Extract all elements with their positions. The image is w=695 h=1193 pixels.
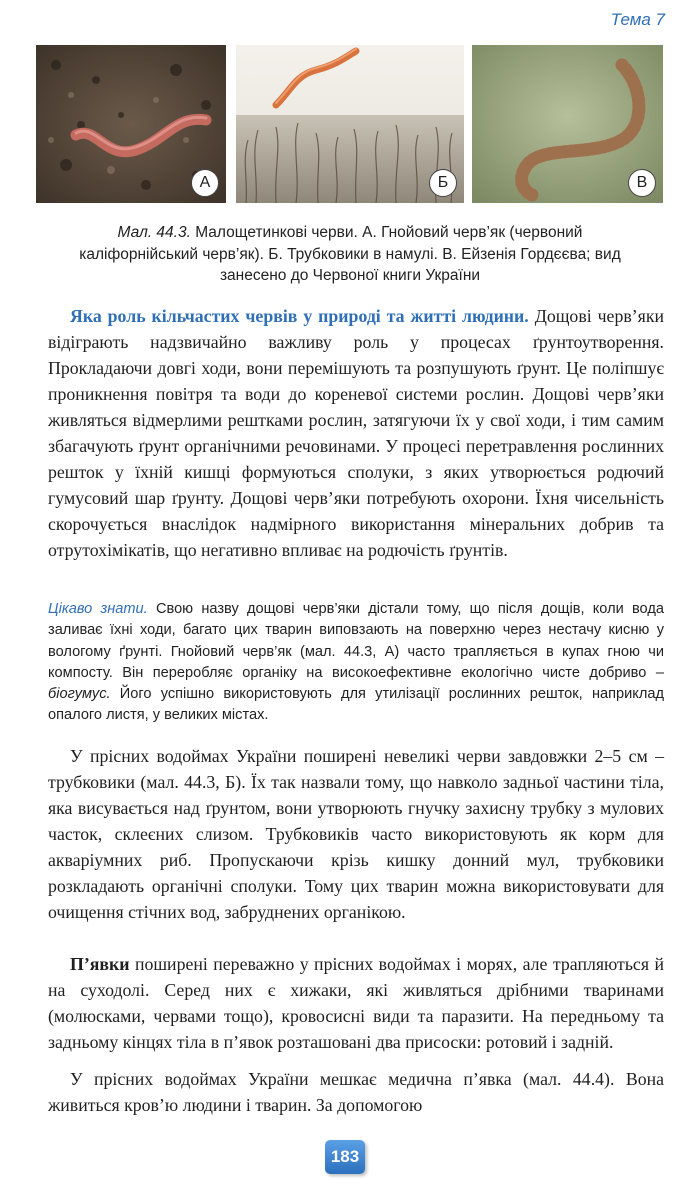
fact-term: біогумус. <box>48 686 111 703</box>
fact-text-before: Свою назву дощові черв’яки дістали тому, що після дощів, коли вода заливає їхні ходи, багато цих тварин виповзають на поверхню через нестачу кисню у вологому ґрунті. Гнойовий черв’як (мал. 44.3, А) часто трапляється в купах гною чи компосту. Він переробляє органіку на високоефективне екологічно чисте добриво – <box>48 601 664 681</box>
topic-label: Тема 7 <box>610 10 665 29</box>
photo-tubifex <box>236 45 464 203</box>
section-role-of-annelids <box>48 303 664 563</box>
photo-label-b: Б <box>429 169 457 197</box>
photo-eisenia <box>472 45 663 203</box>
photo-label-a: А <box>191 169 219 197</box>
fact-text-after: Його успішно використовують для утилізації рослинних решток, наприклад опалого листя, у великих містах. <box>48 686 664 724</box>
paragraph-tubifex <box>48 743 664 925</box>
caption-text: Малощетинкові черви. А. Гнойовий черв’як (червоний каліфорнійський черв’як). Б. Трубковики в намулі. В. Ейзенія Гордєєва; вид занесено до Червоної книги України <box>79 224 621 284</box>
paragraph-text: поширені переважно у прісних водоймах і морях, але трапляються й на суходолі. Серед них є хижаки, які живляться дрібними тваринами (молюсками, червами тощо), кровосисні види та паразити. На передньому та задньому кінцях тіла в п’явок розташовані два присоски: ротовий і задній. <box>48 954 664 1052</box>
paragraph-medicinal-leech <box>48 1066 664 1118</box>
paragraph-leeches <box>48 951 664 1055</box>
interesting-fact-box <box>48 599 664 727</box>
caption-ref: Мал. 44.3. <box>117 224 191 241</box>
paragraph-text: У прісних водоймах України поширені невеликі черви завдовжки 2–5 см – трубковики (мал. 44.3, Б). Їх так назвали тому, що навколо задньої частини тіла, яка висувається над ґрунтом, вони утворюють гнучку захисну трубку з мулових часток, склеєних слизом. Трубковиків часто використовують як корм для акваріумних риб. Пропускаючи крізь кишку донний мул, трубковики розкладають органічні сполуки. Тому цих тварин можна використовувати для очищення стічних вод, забруднених органікою. <box>48 746 664 922</box>
photo-label-c: В <box>628 169 656 197</box>
section-heading: Яка роль кільчастих червів у природі та житті людини. <box>70 306 529 326</box>
term-leeches: П’явки <box>70 954 130 974</box>
section-text: Дощові черв’яки відіграють надзвичайно важливу роль у процесах ґрунтоутворення. Прокладаючи довгі ходи, вони перемішують та розпушують ґрунт. Це поліпшує проникнення повітря та води до кореневої системи рослин. Дощові черв’яки живляться відмерлими рештками рослин, затягуючи їх у свої ходи, і тим самим збагачують ґрунт органічними речовинами. У процесі перетравлення рослинних решток у їхній кишці формуються сполуки, з яких утворюється родючий гумусовий шар ґрунту. Дощові черв’яки потребують охорони. Їхня чисельність скорочується внаслідок надмірного використання мінеральних добрив та отрутохімікатів, що негативно впливає на родючість ґрунтів. <box>48 306 664 560</box>
photo-manure-worm <box>36 45 226 203</box>
figure-caption <box>70 222 630 287</box>
page-number: 183 <box>325 1140 365 1174</box>
paragraph-text: У прісних водоймах України мешкає медична п’явка (мал. 44.4). Вона живиться кров’ю людини і тварин. За допомогою <box>48 1069 664 1115</box>
fact-label: Цікаво знати. <box>48 601 148 617</box>
figure-photos <box>36 45 663 203</box>
